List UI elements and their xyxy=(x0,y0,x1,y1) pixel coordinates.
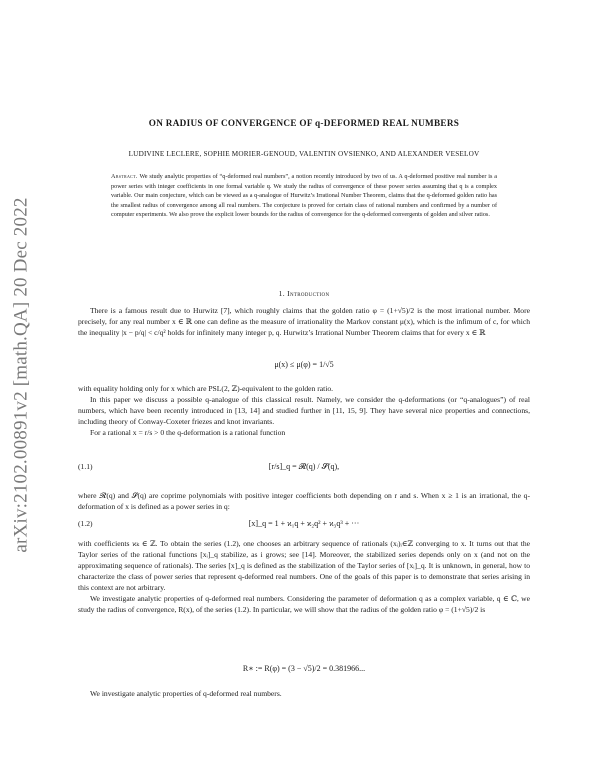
paragraph-analytic: We investigate analytic properties of q-deformed real numbers. Considering the parameter of deformation q as a complex variable, q ∈ ℂ, we study the radius of convergence, R(x), of the series (1.2). In particular, we will show that the radius of the golden ratio φ = (1+√5)/2 is xyxy=(78,594,530,614)
equation-hurwitz-content: μ(x) ≤ μ(φ) = 1/√5 xyxy=(274,360,334,369)
paragraph-rational: For a rational x = r/s > 0 the q-deformation is a rational function xyxy=(90,428,286,437)
abstract-label: Abstract. xyxy=(111,173,138,180)
intro-block-4 xyxy=(78,538,530,615)
equation-number: (1.1) xyxy=(78,462,93,471)
abstract xyxy=(111,172,497,220)
equation-1-2-content: [x]_q = 1 + ϰ₁q + ϰ₂q² + ϰ₃q³ + ··· xyxy=(248,519,360,528)
paragraph-q-analogue: In this paper we discuss a possible q-analogue of this classical result. Namely, we consider the q-deformations (or “q-analogues”) of real numbers, which have been recently introduced in [13, 14] and studied further in [11, 15, 9]. They have several nice properties and connections, including theory of Conway-Coxeter friezes and knot invariants. xyxy=(78,395,530,426)
intro-block-1 xyxy=(78,305,530,338)
intro-block-5 xyxy=(78,688,530,699)
abstract-text: We study analytic properties of “q-deformed real numbers”, a notion recently introduced by two of us. A q-deformed positive real number is a power series with integer coefficients in one formal variable q. We study the radius of convergence of these power series assuming that q is a complex variable. Our main conjecture, which can be viewed as a q-analogue of Hurwitz’s Irrational Number Theorem, claims that the q-deformed golden ratio has the smallest radius of convergence among all real numbers. The conjecture is proved for certain class of rational numbers and confirmed by a number of computer experiments. We also prove the explicit lower bounds for the radius of convergence for the q-deformed convergents of golden and silver ratios. xyxy=(111,173,497,219)
paper-authors: LUDIVINE LECLERE, SOPHIE MORIER-GENOUD, VALENTIN OVSIENKO, AND ALEXANDER VESELOV xyxy=(128,150,480,158)
section-heading: 1. Introduction xyxy=(278,289,330,298)
intro-block-3 xyxy=(78,490,530,512)
paper-title: ON RADIUS OF CONVERGENCE OF q-DEFORMED REAL NUMBERS xyxy=(148,118,460,128)
paragraph-coprime: where 𝓡(q) and 𝓢(q) are coprime polynomials with positive integer coefficients both depending on r and s. When x ≥ 1 is an irrational, the q-deformation of x is defined as a power series in q: xyxy=(78,491,530,511)
paragraph-hurwitz: There is a famous result due to Hurwitz [7], which roughly claims that the golden ratio φ = (1+√5)/2 is the most irrational number. More precisely, for any real number x ∈ ℝ one can define as the measure of irrationality the Markov constant μ(x), which is the infimum of c, for which the inequality |x − p/q| < c/q² holds for infinitely many integer p, q. Hurwitz’s Irrational Number Theorem claims that for every x ∈ ℝ xyxy=(78,306,530,337)
paragraph-equality: with equality holding only for x which are PSL(2, ℤ)-equivalent to the golden ratio. xyxy=(78,384,334,393)
equation-radius-content: R∗ := R(φ) = (3 − √5)/2 = 0.381966... xyxy=(242,664,366,673)
arxiv-id: arXiv:2102.00891v2 [math.QA] 20 Dec 2022 xyxy=(11,197,32,553)
equation-1-1-content: [r/s]_q = 𝓡(q) / 𝓢(q), xyxy=(268,462,340,471)
paragraph-coefficients: with coefficients ϰₖ ∈ ℤ. To obtain the series (1.2), one chooses an arbitrary sequence of rationals (xᵢ)ᵢ∈ℤ converging to x. It turns out that the Taylor series of the rational functions [xᵢ]_q stabilize, as i grows; see [14]. Moreover, the stabilized series depends only on x (and not on the approximating sequence of rationals). The series [x]_q is defined as the stabilization of the Taylor series of [xᵢ]_q. It is unknown, in general, how to characterize the class of power series that represent q-deformed real numbers. One of the goals of this paper is to demonstrate that series arising in this context are not arbitrary. xyxy=(78,539,530,592)
paragraph-investigate: We investigate analytic properties of q-deformed real numbers. xyxy=(90,689,282,698)
equation-number: (1.2) xyxy=(78,519,93,528)
intro-block-2 xyxy=(78,383,530,438)
arxiv-stamp xyxy=(2,160,42,590)
